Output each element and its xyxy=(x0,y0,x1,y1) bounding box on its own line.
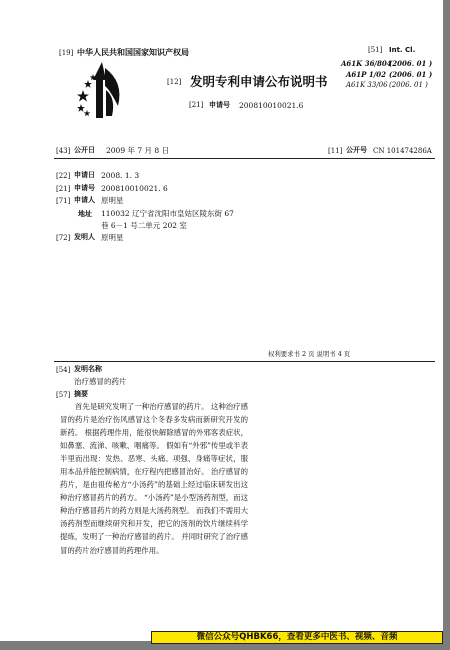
code-19: [19] xyxy=(59,49,74,57)
application-number: 200810010021.6 xyxy=(239,101,304,110)
ipc-date-3: (2006. 01 ) xyxy=(389,81,428,89)
abstract-label: 摘要 xyxy=(74,390,88,398)
document-title: 发明专利申请公布说明书 xyxy=(190,74,328,89)
code-57: [57] xyxy=(56,391,71,399)
page-right-edge xyxy=(443,0,450,650)
code-11: [11] xyxy=(328,147,343,155)
code-21-header: [21] xyxy=(189,101,204,109)
int-cl-label: Int. Cl. xyxy=(389,46,416,54)
publication-date-label: 公开日 xyxy=(74,146,95,154)
publication-date: 2009 年 7 月 8 日 xyxy=(106,146,170,155)
address-line-1: 110032 辽宁省沈阳市皇姑区陵东街 67 xyxy=(101,209,234,218)
code-54: [54] xyxy=(56,366,71,374)
publication-number-label: 公开号 xyxy=(346,146,367,154)
sipo-emblem-icon xyxy=(72,60,132,120)
ipc-date-2: (2006. 01 ) xyxy=(389,70,433,79)
ipc-date-1: (2006. 01 ) xyxy=(389,59,433,68)
office-name: 中华人民共和国国家知识产权局 xyxy=(77,48,189,57)
claims-pages-info: 权利要求书 2 页 说明书 4 页 xyxy=(268,350,351,358)
middle-divider xyxy=(54,361,435,362)
wechat-footer-banner: 微信公众号QHBK66，查看更多中医书、视频、音频 xyxy=(151,631,443,644)
header-divider xyxy=(54,158,435,159)
code-51: [51] xyxy=(368,46,383,54)
ipc-code-1: A61K 36/804 xyxy=(341,59,392,68)
invention-name: 治疗感冒的药片 xyxy=(74,377,127,386)
code-22: [22] xyxy=(56,172,71,180)
address-label: 地址 xyxy=(78,210,92,218)
code-71: [71] xyxy=(56,197,71,205)
filing-date: 2008. 1. 3 xyxy=(101,171,140,180)
address-line-2: 巷 6－1 号二单元 202 室 xyxy=(101,221,187,230)
publication-number: CN 101474286A xyxy=(373,147,432,155)
ipc-code-2: A61P 1/02 xyxy=(346,70,387,79)
filing-date-label: 申请日 xyxy=(74,171,95,179)
code-72: [72] xyxy=(56,234,71,242)
abstract-text: 首先是研究发明了一种治疗感冒的药片。 这种治疗感冒的药片是治疗伤风感冒这个冬春多发病而新研究开发的新药。 根据药理作用，能很快解除感冒的外邪客表症状，如鼻塞、流涕、咳嗽、咽痛等。 假如有“外邪”传里或半表半里而出现：发热、恶寒、头痛、项强、身痛等症状，服用本品并能控制病情，在疗程内把感冒治好。 治疗感冒的药片，是由祖传秘方“小汤药”的基础上经过临床研发出这种治疗感冒药片的药方。 “小汤药”是小型汤药剂型，而这种治疗感冒药片的药方则是大汤药剂型。 而我们不需用大汤药剂型而继续研究和开发，把它的汤剂的饮片继续科学提炼，发明了一种治疗感冒的药片。 并同时研究了治疗感冒的药片治疗感冒的药理作用。 xyxy=(60,402,248,555)
invention-name-label: 发明名称 xyxy=(74,365,102,373)
applicant: 原明星 xyxy=(101,196,124,205)
code-12: [12] xyxy=(167,78,182,86)
code-43: [43] xyxy=(56,147,71,155)
code-21: [21] xyxy=(56,185,71,193)
application-number-2: 200810010021. 6 xyxy=(101,184,168,193)
ipc-code-3: A61K 33/06 xyxy=(346,81,388,89)
applicant-label: 申请人 xyxy=(74,196,95,204)
application-number-label-2: 申请号 xyxy=(74,184,95,192)
application-number-label: 申请号 xyxy=(209,101,230,109)
inventor: 原明星 xyxy=(101,233,124,242)
inventor-label: 发明人 xyxy=(74,233,95,241)
